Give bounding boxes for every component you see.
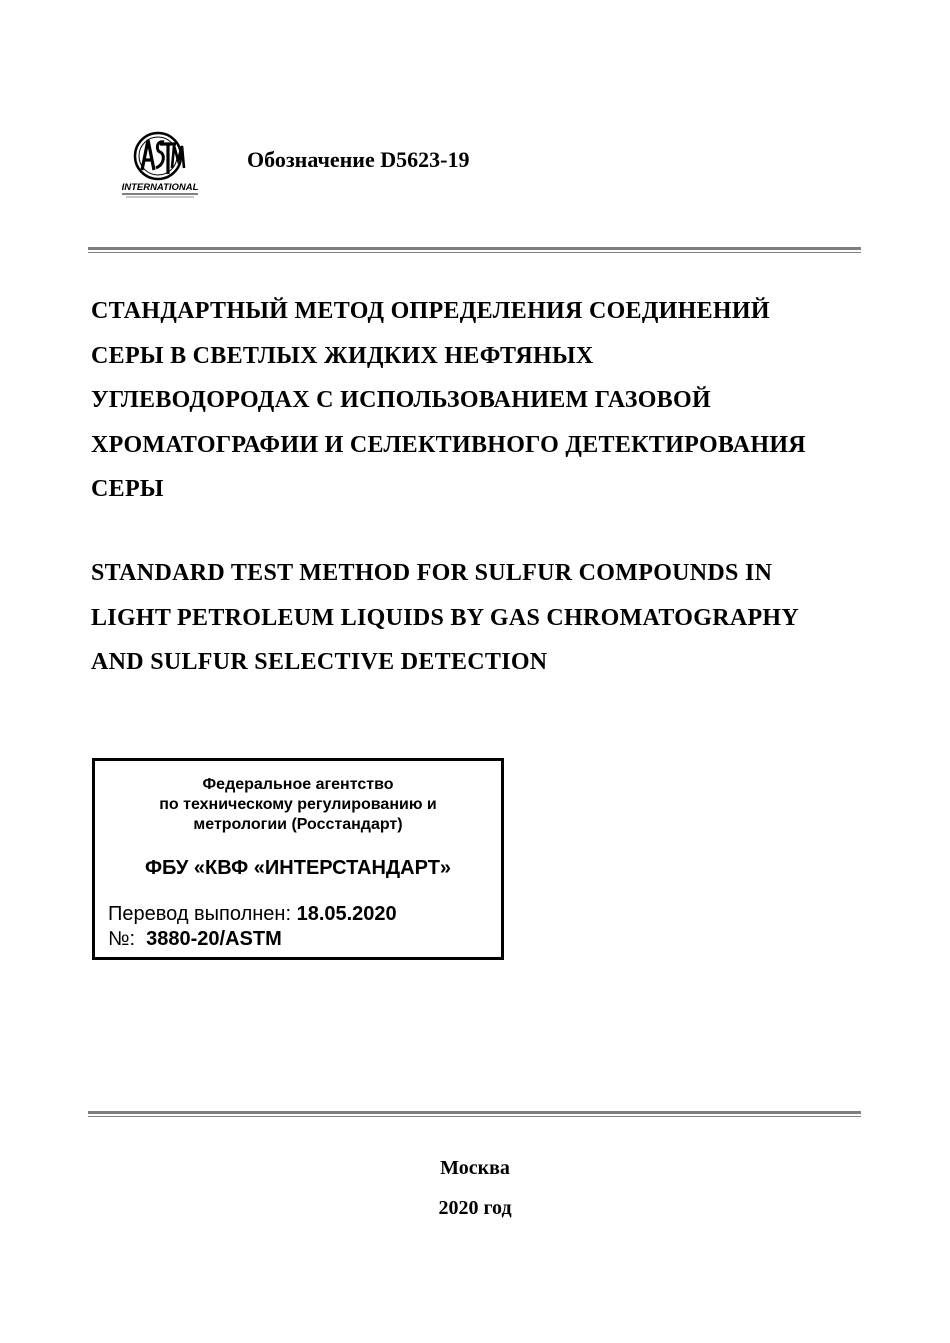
stamp-number-label: №: (108, 928, 136, 950)
stamp-translated-date: 18.05.2020 (296, 903, 397, 925)
top-divider (88, 247, 861, 253)
logo-subtitle: INTERNATIONAL (121, 182, 199, 193)
title-ru-line: СЕРЫ В СВЕТЛЫХ ЖИДКИХ НЕФТЯНЫХ (91, 342, 594, 369)
footer-year: 2020 год (438, 1197, 512, 1219)
footer-city: Москва (440, 1157, 510, 1179)
astm-logo-icon (118, 124, 202, 200)
stamp-agency-line: метрологии (Росстандарт) (193, 816, 403, 833)
title-ru-line: СЕРЫ (91, 476, 164, 502)
stamp-number-row (108, 928, 282, 951)
title-en-line: LIGHT PETROLEUM LIQUIDS BY GAS CHROMATOGRAPHY (91, 604, 800, 631)
stamp-agency (95, 775, 501, 835)
designation: Обозначение D5623-19 (247, 147, 470, 172)
translation-stamp (92, 758, 504, 960)
stamp-organization: ФБУ «КВФ «ИНТЕРСТАНДАРТ» (144, 857, 452, 879)
title-ru-line: СТАНДАРТНЫЙ МЕТОД ОПРЕДЕЛЕНИЯ СОЕДИНЕНИЙ (91, 298, 770, 324)
title-russian (91, 289, 858, 512)
title-ru-line: ХРОМАТОГРАФИИ И СЕЛЕКТИВНОГО ДЕТЕКТИРОВАНИЯ (91, 431, 806, 458)
stamp-translated-row (108, 903, 397, 926)
title-en-line: STANDARD TEST METHOD FOR SULFUR COMPOUNDS IN (91, 560, 773, 586)
stamp-translated-label: Перевод выполнен: (108, 903, 292, 925)
title-ru-line: УГЛЕВОДОРОДАХ С ИСПОЛЬЗОВАНИЕМ ГАЗОВОЙ (91, 387, 711, 413)
stamp-agency-line: по техническому регулированию и (159, 796, 437, 813)
title-english (91, 551, 858, 685)
bottom-divider (88, 1111, 861, 1117)
title-en-line: AND SULFUR SELECTIVE DETECTION (91, 649, 548, 675)
stamp-agency-line: Федеральное агентство (202, 776, 394, 793)
stamp-number-value: 3880-20/ASTM (146, 928, 282, 950)
